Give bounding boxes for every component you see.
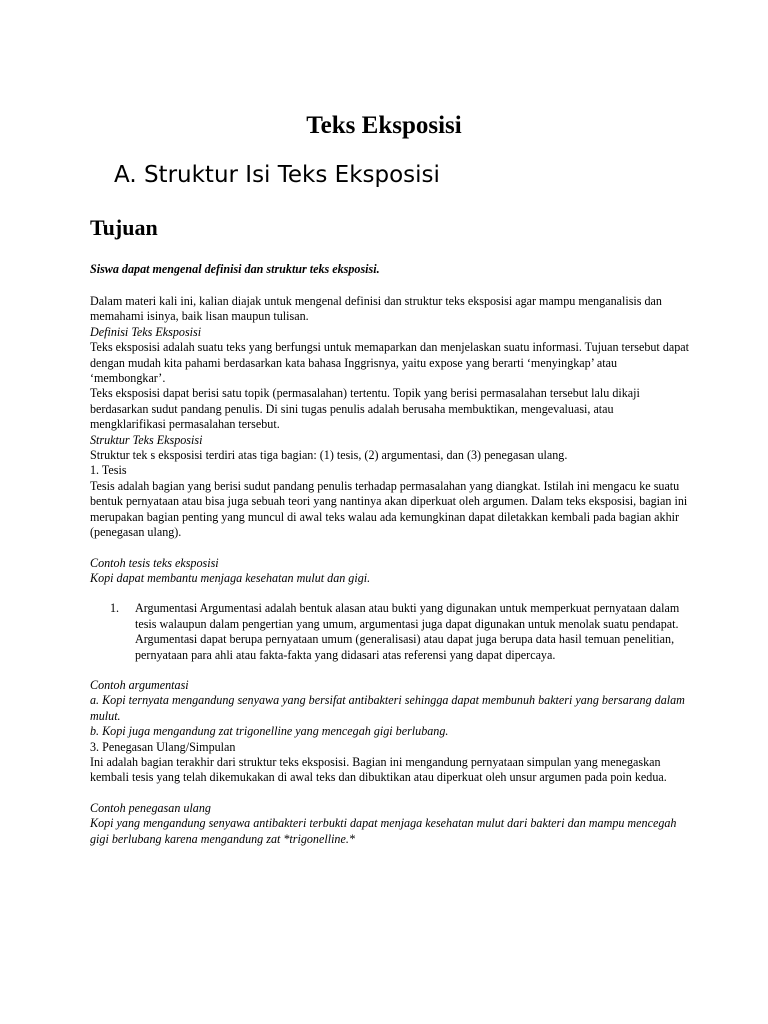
content-block: [90, 294, 690, 847]
struktur-heading: Struktur Teks Eksposisi: [90, 432, 203, 447]
argumentasi-list-item: [90, 601, 690, 663]
contoh-argumentasi-a: a. Kopi ternyata mengandung senyawa yang bersifat antibakteri sehingga dapat membunuh bakteri yang bersarang dalam mulut.: [90, 693, 685, 723]
penegasan-paragraph: Ini adalah bagian terakhir dari struktur teks eksposisi. Bagian ini mengandung pernyataan simpulan yang menegaskan kembali tesis yang telah dikemukakan di awal teks dan dibuktikan atau diperkuat oleh unsur argumen pada poin kedua.: [90, 754, 667, 785]
document-title: Teks Eksposisi: [306, 112, 462, 139]
spacer: [90, 663, 690, 678]
section-heading-struktur: A. Struktur Isi Teks Eksposisi: [114, 162, 440, 188]
definisi-paragraph-2: Teks eksposisi dapat berisi satu topik (permasalahan) tertentu. Topik yang berisi permasalahan tersebut lalu dikaji berdasarkan sudut pandang penulis. Di sini tugas penulis adalah berusaha membuktikan, mengevaluasi, atau mengklarifikasi permasalahan tersebut.: [90, 386, 640, 432]
contoh-argumentasi-heading: Contoh argumentasi: [90, 677, 189, 692]
penegasan-heading: 3. Penegasan Ulang/Simpulan: [90, 739, 236, 754]
contoh-tesis-heading: Contoh tesis teks eksposisi: [90, 555, 219, 570]
contoh-penegasan-text: Kopi yang mengandung senyawa antibakteri terbukti dapat menjaga kesehatan mulut dari bakteri dan mampu mencegah gigi berlubang karena mengandung zat *trigonelline.*: [90, 816, 677, 846]
tesis-paragraph: Tesis adalah bagian yang berisi sudut pandang penulis terhadap permasalahan yang diangkat. Istilah ini mengacu ke suatu bentuk pernyataan atau bisa juga sebuah teori yang nantinya akan diperkuat oleh argumen. Dalam teks eksposisi, bagian ini merupakan bagian penting yang muncul di awal teks walau ada kemungkinan dapat diletakkan kembali pada bagian akhir (penegasan ulang).: [90, 478, 688, 540]
tujuan-heading: Tujuan: [90, 215, 158, 240]
definisi-heading: Definisi Teks Eksposisi: [90, 324, 202, 339]
tesis-heading: 1. Tesis: [90, 463, 127, 478]
argumentasi-list: [90, 601, 690, 663]
spacer: [90, 786, 690, 801]
definisi-paragraph-1: Teks eksposisi adalah suatu teks yang berfungsi untuk memaparkan dan menjelaskan suatu informasi. Tujuan tersebut dapat dengan mudah kita pahami berdasarkan kata bahasa Inggrisnya, yaitu expose yang berarti ‘menyingkap’ atau ‘membongkar’.: [90, 340, 690, 386]
argumentasi-text: Argumentasi Argumentasi adalah bentuk alasan atau bukti yang digunakan untuk memperkuat pernyataan dalam tesis walaupun dalam pengertian yang umum, argumentasi juga dapat digunakan untuk menolak suatu pendapat. Argumentasi dapat berupa pernyataan umum (generalisasi) atau dapat juga berupa data hasil temuan penelitian, pernyataan para ahli atau fakta-fakta yang didasari atas referensi yang dapat dipercaya.: [135, 601, 680, 662]
contoh-argumentasi-b: b. Kopi juga mengandung zat trigonelline yang mencegah gigi berlubang.: [90, 724, 449, 739]
struktur-intro: Struktur tek s eksposisi terdiri atas tiga bagian: (1) tesis, (2) argumentasi, dan (3) penegasan ulang.: [90, 448, 568, 463]
objective-text: Siswa dapat mengenal definisi dan struktur teks eksposisi.: [90, 262, 380, 276]
contoh-penegasan-heading: Contoh penegasan ulang: [90, 800, 211, 815]
list-number: 1.: [110, 601, 120, 616]
intro-paragraph: Dalam materi kali ini, kalian diajak untuk mengenal definisi dan struktur teks eksposisi agar mampu menganalisis dan memahami isinya, baik lisan maupun tulisan.: [90, 294, 662, 324]
spacer: [90, 586, 690, 601]
objective-block: [90, 262, 690, 277]
spacer: [90, 541, 690, 556]
contoh-tesis-text: Kopi dapat membantu menjaga kesehatan mulut dan gigi.: [90, 570, 371, 585]
